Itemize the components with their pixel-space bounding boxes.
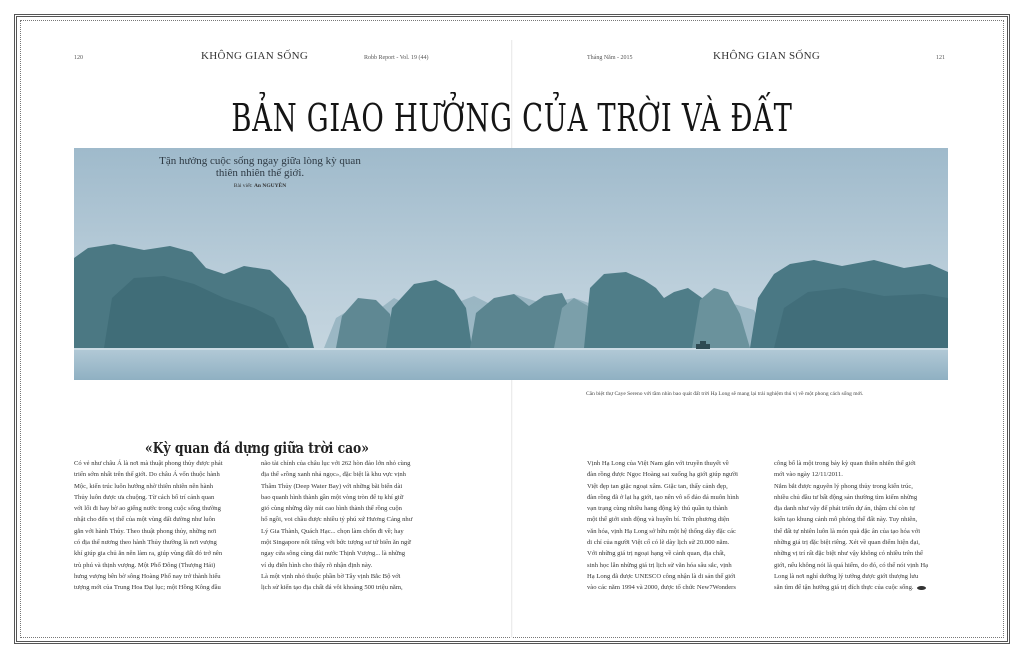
text-column-2 bbox=[261, 458, 441, 594]
section-subheading: «Kỳ quan đá dựng giữa trời cao» bbox=[145, 439, 369, 457]
body-line: bao quanh hình thành gần một vòng tròn để tụ khí giữ bbox=[261, 493, 404, 501]
body-line: địa thế «rồng xanh nhả ngọc», đặc biệt là khu vực vịnh bbox=[261, 471, 406, 479]
body-line: vào các năm 1994 và 2000, được tổ chức New7Wonders bbox=[587, 584, 736, 592]
body-line: đàn rồng được Ngọc Hoàng sai xuống hạ giới giúp người bbox=[587, 471, 738, 479]
body-line: triển sớm nhất trên thế giới. Do châu Á vốn thuộc hành bbox=[74, 471, 220, 479]
body-line: một Singapore nổi tiếng với bức tượng sư tử biển ăn ngữ bbox=[261, 539, 411, 547]
body-line: thế đất tự nhiên luôn là món quà đặc ân của tạo hóa với bbox=[774, 527, 921, 535]
body-line: với lối đi hay bờ ao giếng nước trong cuộc sống thường bbox=[74, 505, 221, 513]
body-line: Là một vịnh nhỏ thuộc phần bờ Tây vịnh Bắc Bộ với bbox=[261, 572, 401, 580]
section-title-left: KHÔNG GIAN SỐNG bbox=[201, 50, 309, 62]
byline-author: An NGUYÊN bbox=[253, 183, 287, 189]
body-line: công bố là một trong bảy kỳ quan thiên nhiên thế giới bbox=[774, 460, 916, 467]
body-line: văn hóa, vịnh Hạ Long sở hữu một hệ thống dày đặc các bbox=[587, 527, 736, 535]
body-line: gắn với hành Thủy. Theo thuật phong thủy, những nơi bbox=[74, 527, 217, 535]
end-mark-icon bbox=[917, 586, 926, 590]
body-line: Có vẻ như châu Á là nơi mà thuật phong thủy được phát bbox=[74, 460, 223, 467]
body-line: Long là nơi nghỉ dưỡng lý tưởng được giới thượng lưu bbox=[774, 572, 919, 580]
body-line: những vị trí rất đặc biệt như vậy không có nhiều trên thế bbox=[774, 550, 923, 558]
section-title-right: KHÔNG GIAN SỐNG bbox=[713, 50, 821, 62]
article-subtitle bbox=[128, 155, 392, 179]
body-line: trù phú và thịnh vượng. Một Phố Đông (Thượng Hải) bbox=[74, 561, 216, 569]
body-line: mới vào ngày 12/11/2011. bbox=[774, 471, 843, 479]
body-line: đàn rồng đã ở lại hạ giới, tạo nên vô số đảo đá muôn hình bbox=[587, 493, 739, 501]
body-line: ngay cửa sông cùng đài nước Thịnh Vượng... là những bbox=[261, 550, 406, 558]
body-line: địa danh như vậy để phát triển dự án, thậm chí còn tự bbox=[774, 505, 915, 513]
body-line: ví dụ điển hình cho thấy rõ nhận định này. bbox=[261, 561, 373, 569]
body-line: Lý Gia Thành, Quách Hạc... chọn làm chốn đi về; hay bbox=[261, 527, 404, 535]
body-line: hưng vượng bên bờ sông Hoàng Phố nay trở thành hiểu bbox=[74, 572, 221, 580]
magazine-issue: Robb Report - Vol. 19 (44) bbox=[364, 55, 429, 61]
body-line: gió cùng những dãy núi cao hình thành thế rồng cuộn bbox=[261, 505, 402, 513]
byline bbox=[128, 183, 392, 189]
body-line: Thủy luôn được ưa chuộng. Từ cách bố trí cảnh quan bbox=[74, 493, 215, 501]
photo-caption: Căn biệt thự Caye Sereno với tầm nhìn bao quát đất trời Hạ Long sẽ mang lại trải nghiệm thú vị về một phong cách sống mới. bbox=[586, 391, 864, 397]
text-column-3 bbox=[587, 458, 767, 594]
text-column-1 bbox=[74, 458, 254, 594]
byline-label: Bài viết: bbox=[233, 183, 253, 189]
body-line: vạn trạng cùng nhiều hang động kỳ thú quần tụ thành bbox=[587, 505, 728, 513]
subtitle-line-1: Tận hưởng cuộc sống ngay giữa lòng kỳ quan bbox=[159, 155, 361, 167]
body-line: Thâm Thủy (Deep Water Bay) với những bãi biển dài bbox=[261, 482, 403, 490]
subtitle-line-2: thiên nhiên thế giới. bbox=[215, 167, 305, 179]
page-number-right: 121 bbox=[936, 55, 945, 61]
body-line: một thế giới sinh động và huyền bí. Trên phương diện bbox=[587, 516, 730, 524]
body-line: sinh học lẫn những giá trị lịch sử văn hóa sâu sắc, vịnh bbox=[587, 561, 732, 569]
body-line: Hạ Long đã được UNESCO công nhận là di sản thế giới bbox=[587, 572, 736, 580]
body-line: tượng mới của Trung Hoa Đại lục; một Hồng Kông đầu bbox=[74, 584, 221, 592]
body-line: Vịnh Hạ Long của Việt Nam gắn với truyền thuyết về bbox=[587, 460, 729, 467]
body-line: kiến tạo khung cảnh mô phỏng thế đất này. Tuy nhiên, bbox=[774, 516, 918, 524]
body-line: những giá trị đặc biệt riêng. Xét về quan điểm hiện đại, bbox=[774, 539, 920, 547]
body-line: Với những giá trị ngoại hạng về cảnh quan, địa chất, bbox=[587, 550, 726, 558]
body-line: giới, nếu không nói là quá hiếm, do đó, có thể nói vịnh Hạ bbox=[774, 561, 929, 569]
body-line: nhiều chủ đầu tư bất động sản thường tìm kiếm những bbox=[774, 493, 918, 501]
page-number-left: 120 bbox=[74, 55, 83, 61]
body-line: Mộc, kiến trúc luôn hướng nhờ thiên nhiên nên hành bbox=[74, 482, 214, 490]
body-line: khí giúp gia chủ ăn nên làm ra, giúp vùng đất đó trở nên bbox=[74, 550, 223, 558]
article-title: BẢN GIAO HƯỞNG CỦA TRỜI VÀ ĐẤT bbox=[231, 96, 793, 140]
body-line: lịch sử kiến tạo địa chất đá vôi khoảng 500 triệu năm, bbox=[261, 584, 403, 592]
body-line: Việt đẹp tan giặc ngoại xâm. Giặc tan, thấy cảnh đẹp, bbox=[587, 482, 728, 490]
body-line: có địa thế nương theo hành Thủy thường là nơi vượng bbox=[74, 539, 217, 547]
last-line-wrap bbox=[774, 582, 950, 593]
body-line: di chỉ của người Việt cổ có lẽ dày lịch sử 20.000 năm. bbox=[587, 539, 730, 547]
body-line: nhật cho đến vị thế của một vùng đất đường như luôn bbox=[74, 516, 216, 524]
issue-date: Tháng Năm - 2015 bbox=[587, 55, 633, 61]
body-line: Nắm bắt được nguyên lý phong thủy trong kiến trúc, bbox=[774, 482, 913, 490]
body-line: hổ ngồi, voi chầu được nhiều tỷ phú xứ Hương Cảng như bbox=[261, 516, 413, 524]
body-line: não tài chính của châu lục với 262 hòn đảo lớn nhỏ cùng bbox=[261, 460, 411, 467]
text-column-4 bbox=[774, 458, 950, 594]
body-line: săn tìm để tận hưởng giá trị đích thực của cuộc sống. bbox=[774, 584, 914, 592]
